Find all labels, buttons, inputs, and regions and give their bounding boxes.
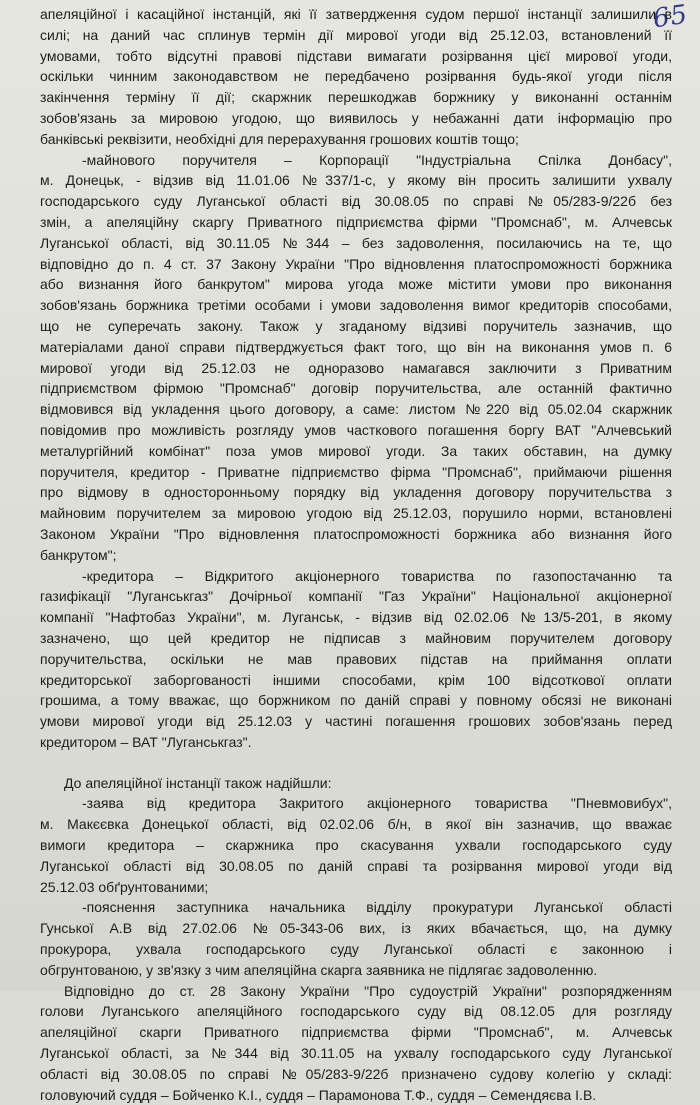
text-line: підприємством фірмою "Промснаб" договір поручительства, але останній фактично [40, 380, 672, 397]
text-line: господарського суду Луганської області від 30.08.05 по справі №05/283-9/22б без [40, 193, 672, 210]
text-line: зобов'язань боржника третіми особами і умови задоволення вимог кредиторів способами, [40, 297, 672, 314]
text-line: металургійний комбінат" поза умов мирової угоди. За таких обставин, на думку [40, 442, 672, 459]
text-line: -кредитора – Відкритого акціонерного товариства по газопостачанню та [82, 567, 672, 584]
text-line: матеріалами даної справи підтверджується факт того, що він на виконання умов п. 6 [40, 338, 672, 355]
paragraph-p7 [40, 981, 672, 1105]
text-line: оскільки чинним законодавством не передбачено розірвання будь-якої угоди після [40, 68, 672, 85]
text-line: -пояснення заступника начальника відділу прокуратури Луганської області [82, 899, 672, 916]
paragraph-p4 [40, 773, 672, 794]
paragraph-p2 [40, 150, 672, 566]
text-line: До апеляційної інстанції також надійшли: [64, 774, 332, 791]
text-line: кредиторської заборгованості іншими способами, крім 100 відсоткової оплати [40, 671, 672, 688]
text-line: Луганської області, від 30.11.05 №344 – без задоволення, посилаючись на те, що [40, 234, 672, 251]
text-line: області від 30.08.05 по справі №05/283-9/22б призначено судову колегію у складі: [40, 1065, 672, 1082]
text-line: умови мирової угоди від 25.12.03 у частині погашення грошових зобов'язань перед [40, 713, 672, 730]
text-line: прокурора, ухвала господарського суду Луганської області є законною і [40, 941, 672, 958]
handwritten-page-number: 65 [650, 0, 690, 35]
text-line: зазначено, що цей кредитор не підписав з майновим поручителем договору [40, 629, 672, 646]
text-line: м. Макєєвка Донецької області, від 02.02.06 б/н, в якої він зазначив, що вважає [40, 816, 672, 833]
text-line: або визнання його банкрутом" мирова угода може містити умови про виконання [40, 276, 672, 293]
text-line: Гунської А.В від 27.02.06 №05-343-06 вих, із яких вбачається, що, на думку [40, 920, 672, 937]
text-line: -майнового поручителя – Корпорації "Індустріальна Спілка Донбасу", [82, 151, 672, 168]
text-line: грошима, а тому вважає, що боржником по даній справі у повному обсязі не виконані [40, 692, 672, 709]
text-line: вимоги кредитора – скаржника про скасування ухвали господарського суду [40, 837, 672, 854]
text-line: голови Луганського апеляційного господарського суду від 08.12.05 для розгляду [40, 1003, 672, 1020]
paragraph-p1 [40, 4, 672, 150]
text-line: поручительства, оскільки не мав правових підстав на приймання оплати [40, 650, 672, 667]
text-line: силі; на даний час сплинув термін дії мирової угоди від 25.12.03, встановлений її [40, 26, 672, 43]
document-body [40, 4, 672, 1105]
text-line: апеляційної скарги Приватного підприємства фірми "Промснаб", м. Алчевськ [40, 1024, 672, 1041]
text-line: відмовився від укладення цього договору, а саме: листом №220 від 05.02.04 скаржник [40, 401, 672, 418]
text-line: мирової угоди від 25.12.03 не одноразово намагався заключити з Приватним [40, 359, 672, 376]
paragraph-gap [40, 753, 672, 773]
text-line: обгрунтованою, у зв'язку з чим апеляційна скарга заявника не підлягає задоволенню. [40, 961, 598, 978]
text-line: повідомив про можливість розгляду умов часткового погашення боргу ВАТ "Алчевський [40, 421, 672, 438]
text-line: Луганської області, за №344 від 30.11.05 на ухвалу господарського суду Луганської [40, 1045, 672, 1062]
text-line: банкрутом"; [40, 546, 117, 563]
text-line: кредитором – ВАТ "Луганськгаз". [40, 733, 252, 750]
text-line: головуючий суддя – Бойченко К.І., суддя – Парамонова Т.Ф., суддя – Семендяєва І.В. [40, 1086, 597, 1103]
text-line: що не суперечать закону. Також у згаданому відзиві поручитель зазначив, що [40, 317, 672, 334]
text-line: Відповідно до ст. 28 Закону України "Про судоустрій України" розпорядженням [64, 982, 672, 999]
text-line: м. Донецьк, - відзив від 11.01.06 №337/1-с, у якому він просить залишити ухвалу [40, 172, 672, 189]
text-line: умовами, тобто відсутні правові підстави вимагати розірвання цієї мирової угоди, [40, 47, 672, 64]
text-line: майновим поручителем за мировою угодою від 25.12.03, порушило норми, встановлені [40, 505, 672, 522]
text-line: компанії "Нафтобаз України", м. Луганськ, - відзив від 02.02.06 №13/5-201, в якому [40, 609, 672, 626]
text-line: газифікації "Луганськгаз" Дочірньої компанії "Газ України" Національної акціонерної [40, 588, 672, 605]
text-line: про відмову в односторонньому порядку від укладення договору поручительства з [40, 484, 672, 501]
text-line: закінчення терміну її дії; скаржник перешкоджав боржнику у виконанні останнім [40, 89, 672, 106]
text-line: змін, а апеляційну скаргу Приватного підприємства фірми "Промснаб", м. Алчевськ [40, 213, 672, 230]
text-line: Луганської області від 30.08.05 по даній справі та розірвання мирової угоди від [40, 857, 672, 874]
paragraph-p6 [40, 897, 672, 980]
text-line: 25.12.03 обґрунтованими; [40, 878, 209, 895]
text-line: банківські реквізити, необхідні для перерахування грошових коштів тощо; [40, 130, 519, 147]
paragraph-p5 [40, 793, 672, 897]
text-line: апеляційної і касаційної інстанцій, які її затвердження судом першої інстанції залишили в [40, 6, 672, 22]
text-line: зобов'язань за мировою угодою, що виявилось у небажанні дати інформацію про [40, 109, 672, 126]
text-line: -заява від кредитора Закритого акціонерного товариства "Пневмовибух", [82, 795, 672, 812]
text-line: поручителя, кредитор - Приватне підприємство фірма "Промснаб", приймаючи рішення [40, 463, 672, 480]
text-line: відповідно до п. 4 ст. 37 Закону України "Про відновлення платоспроможності боржника [40, 255, 672, 272]
text-line: Законом України "Про відновлення платоспроможності боржника або визнання його [40, 525, 672, 542]
paragraph-p3 [40, 566, 672, 753]
